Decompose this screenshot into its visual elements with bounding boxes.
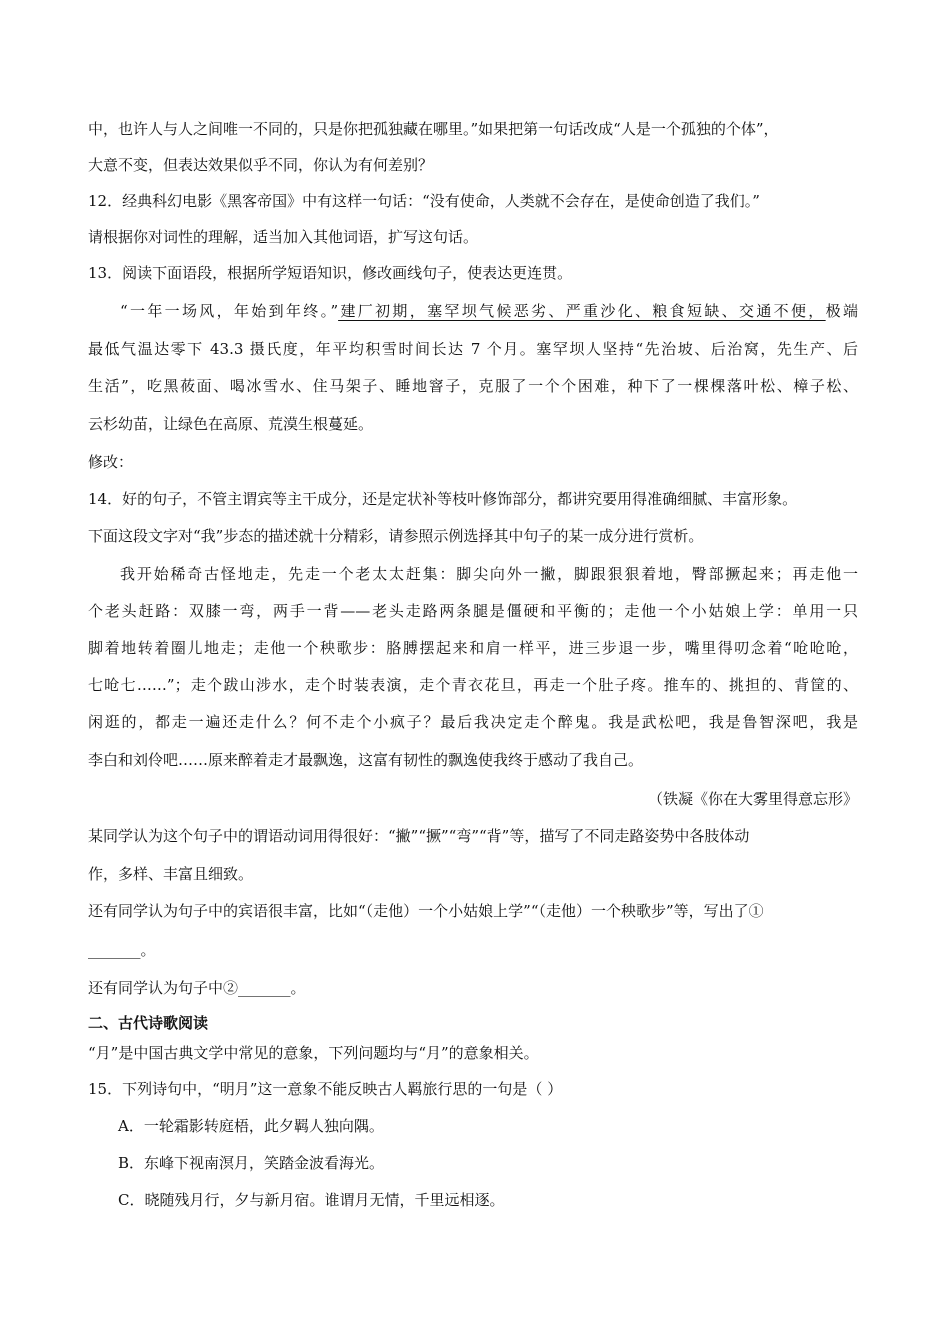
section-2-heading: 二、古代诗歌阅读 bbox=[88, 1014, 209, 1032]
q13-answer-label: 修改： bbox=[88, 453, 134, 471]
q14-comment-2-blank: _______。 bbox=[88, 941, 156, 959]
q15-stem: 15．下列诗句中，“明月”这一意象不能反映古人羁旅行思的一句是（ ） bbox=[88, 1080, 563, 1098]
q13-passage-line-3: 生活”，吃黑莜面、喝冰雪水、住马架子、睡地窨子，克服了一个个困难，种下了一棵棵落叶松、樟子松、 bbox=[88, 377, 858, 395]
q13-prompt: 13．阅读下面语段，根据所学短语知识，修改画线句子，使表达更连贯。 bbox=[88, 264, 573, 282]
q13-passage-quote: “一年一场风，年始到年终。” bbox=[120, 302, 339, 320]
q13-passage-line-4: 云杉幼苗，让绿色在高原、荒漠生根蔓延。 bbox=[88, 415, 374, 433]
q11-continuation-line-2: 大意不变，但表达效果似乎不同，你认为有何差别？ bbox=[88, 156, 434, 174]
q11-continuation-line-1: 中，也许人与人之间唯一不同的，只是你把孤独藏在哪里。”如果把第一句话改成“人是一个孤独的个体”， bbox=[88, 120, 779, 138]
q14-passage-line: 闲逛的，都走一遍还走什么？何不走个小疯子？最后我决定走个醉鬼。我是武松吧，我是鲁智深吧，我是 bbox=[88, 713, 858, 731]
q15-option-a: A．一轮霜影转庭梧，此夕羁人独向隅。 bbox=[118, 1117, 384, 1135]
q14-source: （铁凝《你在大雾里得意忘形》 bbox=[647, 790, 858, 808]
q14-comment-2-line-1: 还有同学认为句子中的宾语很丰富，比如“（走他）一个小姑娘上学”“（走他）一个秧歌步”等，写出了① bbox=[88, 902, 764, 920]
q14-passage-line: 脚着地转着圈儿地走；走他一个秧歌步：胳膊摆起来和肩一样平，进三步退一步，嘴里得叨念着“呛呛呛， bbox=[88, 639, 858, 657]
q12-line-2: 请根据你对词性的理解，适当加入其他词语，扩写这句话。 bbox=[88, 228, 479, 246]
q13-passage-tail: 极端 bbox=[825, 302, 858, 320]
q15-option-b: B．东峰下视南溟月，笑踏金波看海光。 bbox=[118, 1154, 385, 1172]
q15-option-c: C．晓随残月行，夕与新月宿。谁谓月无情，千里远相逐。 bbox=[118, 1191, 505, 1209]
q14-comment-1-line-1: 某同学认为这个句子中的谓语动词用得很好：“撇”“撅”“弯”“背”等，描写了不同走路姿势中各肢体动 bbox=[88, 827, 750, 845]
q14-line-1: 14．好的句子，不管主谓宾等主干成分，还是定状补等枝叶修饰部分，都讲究要用得准确细腻、丰富形象。 bbox=[88, 490, 798, 508]
section-2-intro: “月”是中国古典文学中常见的意象，下列问题均与“月”的意象相关。 bbox=[88, 1044, 539, 1062]
q13-passage-line-1 bbox=[88, 301, 858, 321]
q14-comment-1-line-2: 作，多样、丰富且细致。 bbox=[88, 865, 254, 883]
q14-comment-3: 还有同学认为句子中②_______。 bbox=[88, 979, 306, 997]
q14-passage-line: 个老头赶路：双膝一弯，两手一背——老头走路两条腿是僵硬和平衡的；走他一个小姑娘上学：单用一只 bbox=[88, 602, 858, 620]
q12-line-1: 12．经典科幻电影《黑客帝国》中有这样一句话：“没有使命，人类就不会存在，是使命创造了我们。” bbox=[88, 192, 760, 210]
q14-passage-line: 我开始稀奇古怪地走，先走一个老太太赶集：脚尖向外一撇，脚跟狠狠着地，臀部撅起来；再走他一 bbox=[120, 565, 858, 583]
q14-passage-line: 李白和刘伶吧……原来醉着走才最飘逸，这富有韧性的飘逸使我终于感动了我自己。 bbox=[88, 751, 644, 769]
q13-underlined-sentence: 建厂初期，塞罕坝气候恶劣、严重沙化、粮食短缺、交通不便， bbox=[338, 302, 826, 320]
q14-passage-line: 七呛七……”；走个跋山涉水，走个时装表演，走个青衣花旦，再走一个肚子疼。推车的、挑担的、背筐的、 bbox=[88, 676, 858, 694]
q14-line-2: 下面这段文字对“我”步态的描述就十分精彩，请参照示例选择其中句子的某一成分进行赏析。 bbox=[88, 527, 704, 545]
q13-passage-line-2: 最低气温达零下 43.3 摄氏度，年平均积雪时间长达 7 个月。塞罕坝人坚持“先治坡、后治窝，先生产、后 bbox=[88, 340, 858, 358]
